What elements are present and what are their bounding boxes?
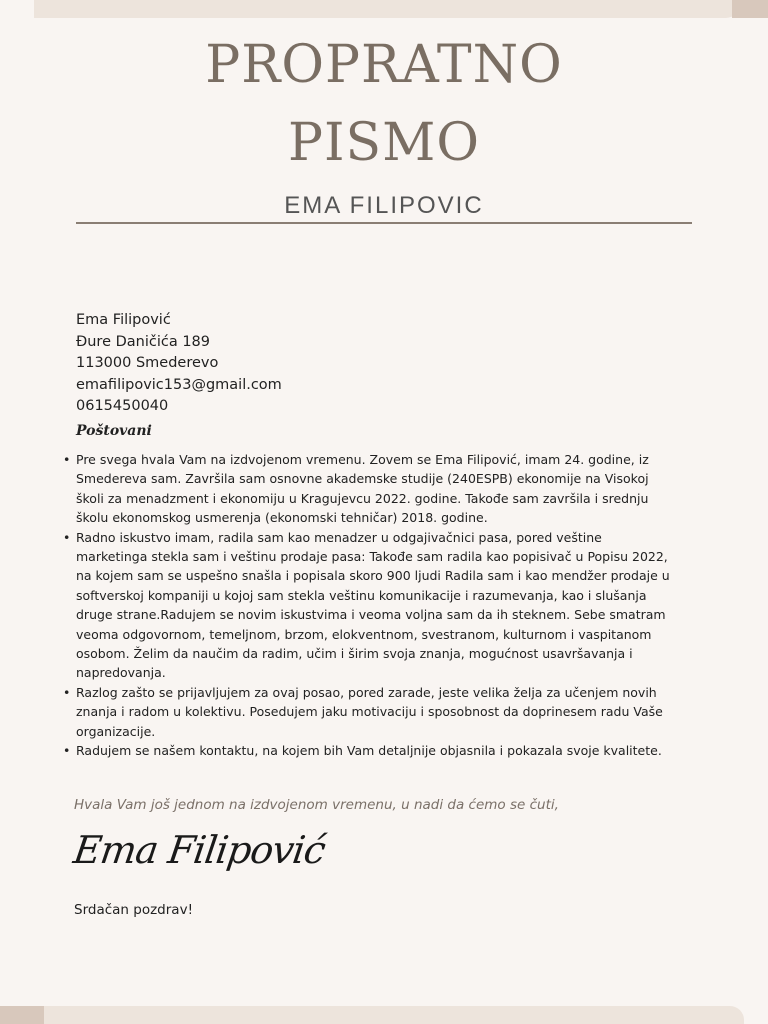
contact-email: emafilipovic153@gmail.com: [76, 376, 282, 393]
body-paragraph: • Radno iskustvo imam, radila sam kao menadzer u odgajivačnici pasa, pored veštine marketinga stekla sam i veštinu prodaje pasa: Takođe sam radila kao popisivač u Popisu 2022, na kojem sam se uspešno snašla i popisala skoro 900 ljudi Radila sam i kao mendžer prodaje u softverskoj kompaniji u kojoj sam stekla veštinu komunikacije i razumevanja, kao i slušanja druge strane.Radujem se novim iskustvima i veoma voljna sam da ih steknem. Sebe smatram veoma odgovornom, temeljnom, brzom, elokventnom, svestranom, kulturnom i vaspitanom osobom. Želim da naučim da radim, učim i širim svoja znanja, mogućnost usavršavanja i napredovanja.: [76, 528, 676, 683]
page-title: [0, 26, 768, 182]
header-divider: [76, 222, 692, 224]
closing-line: Hvala Vam još jednom na izdvojenom vremenu, u nadi da ćemo se čuti,: [74, 797, 559, 813]
title-line-1: PROPRATNO: [205, 35, 563, 95]
signature: Ema Filipović: [70, 828, 328, 872]
regards-line: Srdačan pozdrav!: [74, 902, 193, 918]
body-paragraph: • Razlog zašto se prijavljujem za ovaj posao, pored zarade, jeste velika želja za učenjem novih znanja i radom u kolektivu. Posedujem jaku motivaciju i sposobnost da doprinesem radu Vaše organizacije.: [76, 683, 676, 741]
greeting: Poštovani: [76, 423, 152, 439]
contact-phone: 0615450040: [76, 398, 169, 415]
body-paragraph: • Pre svega hvala Vam na izdvojenom vremenu. Zovem se Ema Filipović, imam 24. godine, iz Smedereva sam. Završila sam osnovne akademske studije (240ESPB) ekonomije na Visokoj školi za menadzment i ekonomiju u Kragujevcu 2022. godine. Takođe sam završila i srednju školu ekonomskog usmerenja (ekonomski tehničar) 2018. godine.: [76, 450, 676, 528]
contact-city: 113000 Smederevo: [76, 355, 219, 372]
bottom-accent-block: [0, 1006, 44, 1024]
contact-street: Đure Daničića 189: [76, 333, 211, 350]
contact-block: [76, 310, 282, 418]
title-line-2: PISMO: [287, 113, 481, 173]
body-paragraph: • Radujem se našem kontaktu, na kojem bih Vam detaljnije objasnila i pokazala svoje kvalitete.: [76, 741, 676, 760]
letter-body: [76, 450, 676, 761]
top-decorative-bar: [34, 0, 740, 18]
top-accent-block: [732, 0, 768, 18]
bottom-decorative-bar: [44, 1006, 744, 1024]
contact-name: Ema Filipović: [76, 312, 171, 328]
applicant-name-heading: EMA FILIPOVIC: [284, 192, 484, 219]
